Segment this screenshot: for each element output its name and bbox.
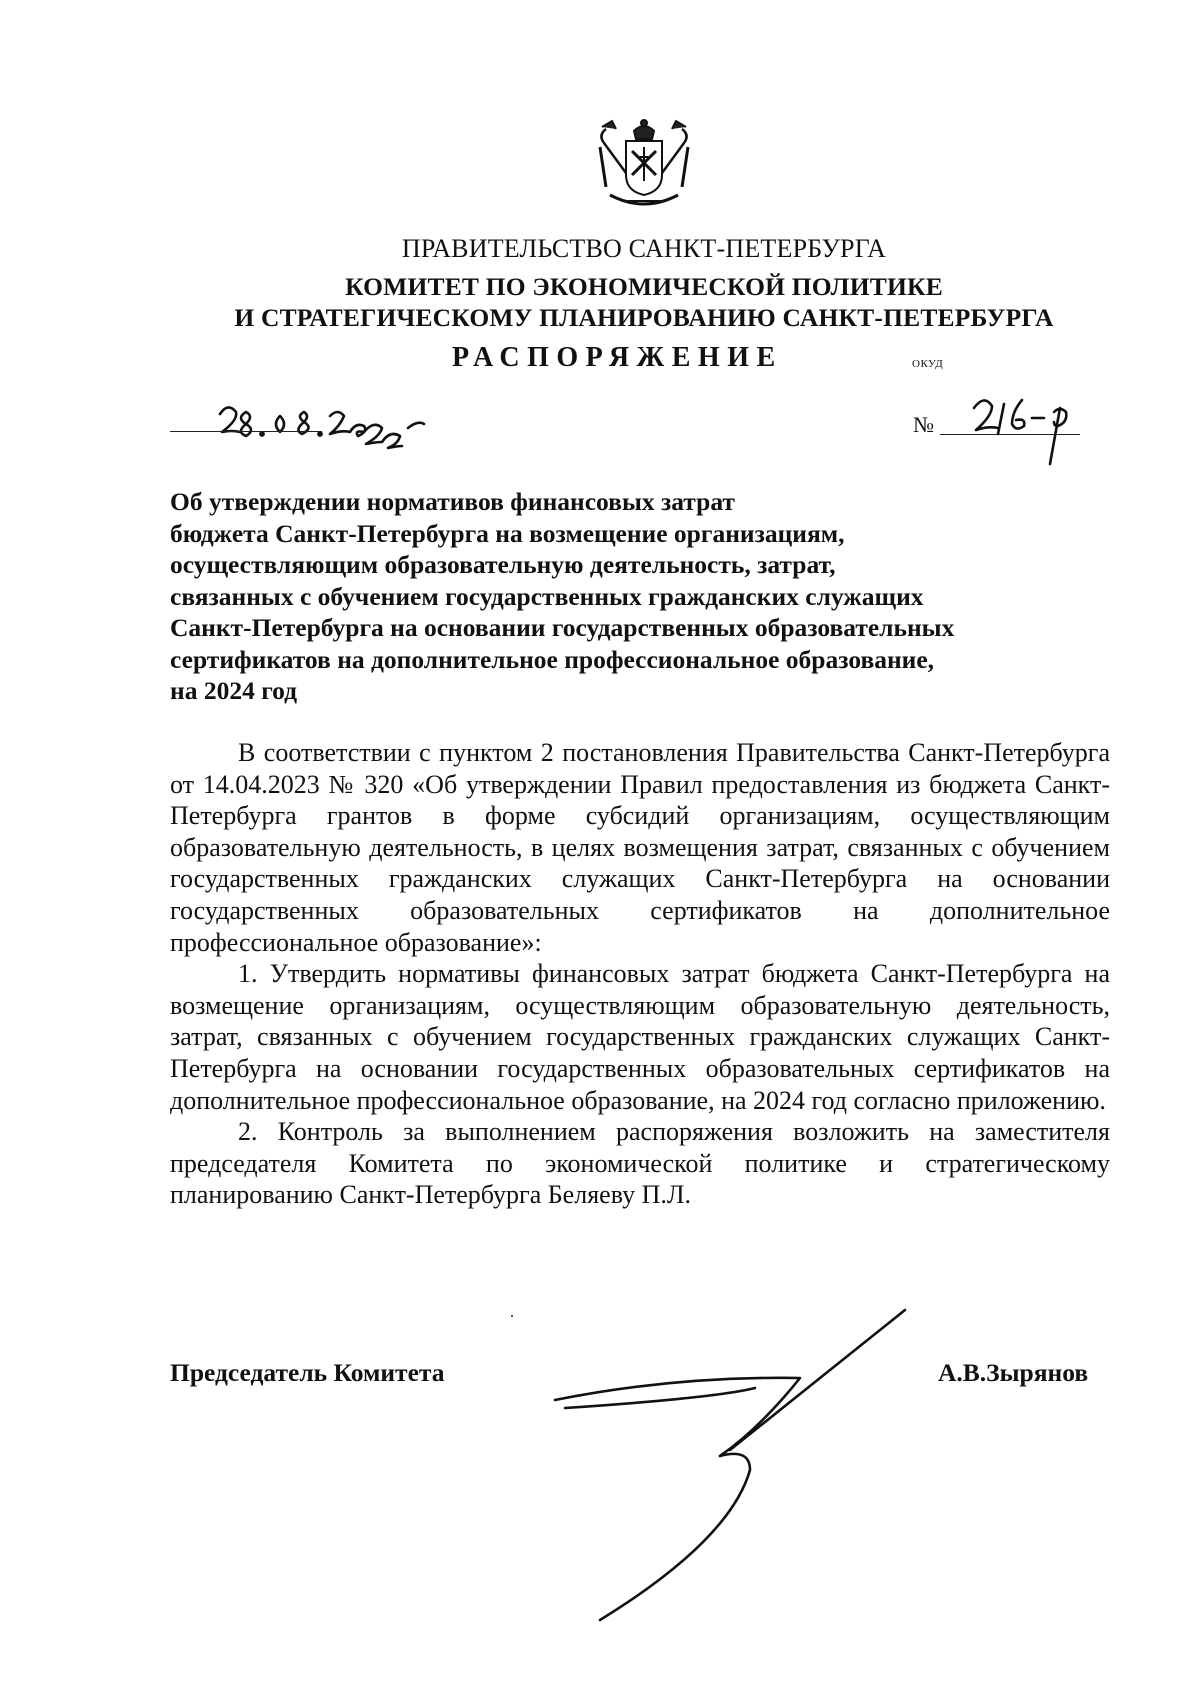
title-line: сертификатов на дополнительное профессиональное образование,	[170, 644, 935, 674]
committee-name-line-1: КОМИТЕТ ПО ЭКОНОМИЧЕСКОЙ ПОЛИТИКЕ	[345, 272, 943, 301]
title-line: бюджета Санкт-Петербурга на возмещение организациям,	[170, 518, 845, 548]
document-type-title: РАСПОРЯЖЕНИЕ	[452, 342, 783, 373]
document-body	[170, 737, 1110, 1211]
title-line: на 2024 год	[170, 676, 298, 705]
government-name: ПРАВИТЕЛЬСТВО САНКТ-ПЕТЕРБУРГА	[401, 234, 887, 263]
committee-name-line-2: И СТРАТЕГИЧЕСКОМУ ПЛАНИРОВАНИЮ САНКТ-ПЕТЕРБУРГА	[234, 303, 1054, 332]
scan-dot	[511, 1315, 513, 1317]
coat-of-arms-emblem	[596, 117, 692, 211]
title-line: Санкт-Петербурга на основании государственных образовательных	[170, 613, 955, 642]
document-subject-title	[170, 486, 1070, 707]
title-line: Об утверждении нормативов финансовых затрат	[170, 487, 735, 516]
clause-2-paragraph: 2. Контроль за выполнением распоряжения возложить на заместителя председателя Комитета по экономической политике и стратегическому планированию Санкт-Петербурга Беляеву П.Л.	[170, 1117, 1110, 1210]
clause-1-paragraph: 1. Утвердить нормативы финансовых затрат бюджета Санкт-Петербурга на возмещение организациям, осуществляющим образовательную деятельность, затрат, связанных с обучением государственных гражданских служащих Санкт-Петербурга на основании государственных образовательных сертификатов на дополнительное профессиональное образование, на 2024 год согласно приложению.	[170, 959, 1110, 1115]
signatory-name: А.В.Зырянов	[938, 1358, 1089, 1387]
handwritten-number	[970, 390, 1090, 470]
date-underline	[170, 431, 322, 432]
okud-label: ОКУД	[912, 358, 944, 370]
handwritten-date	[200, 392, 460, 452]
number-sign: №	[913, 412, 934, 437]
preamble-paragraph: В соответствии с пунктом 2 постановления Правительства Санкт-Петербурга от 14.04.2023 № 320 «Об утверждении Правил предоставления из бюджета Санкт-Петербурга грантов в форме субсидий организациям, осуществляющим образовательную деятельность, в целях возмещения затрат, связанных с обучением государственных гражданских служащих Санкт-Петербурга на основании государственных образовательных сертификатов на дополнительное профессиональное образование»:	[170, 738, 1110, 957]
title-line: осуществляющим образовательную деятельность, затрат,	[170, 550, 836, 579]
title-line: связанных с обучением государственных гражданских служащих	[170, 581, 924, 611]
signatory-role: Председатель Комитета	[170, 1358, 445, 1387]
handwritten-signature	[540, 1300, 920, 1610]
